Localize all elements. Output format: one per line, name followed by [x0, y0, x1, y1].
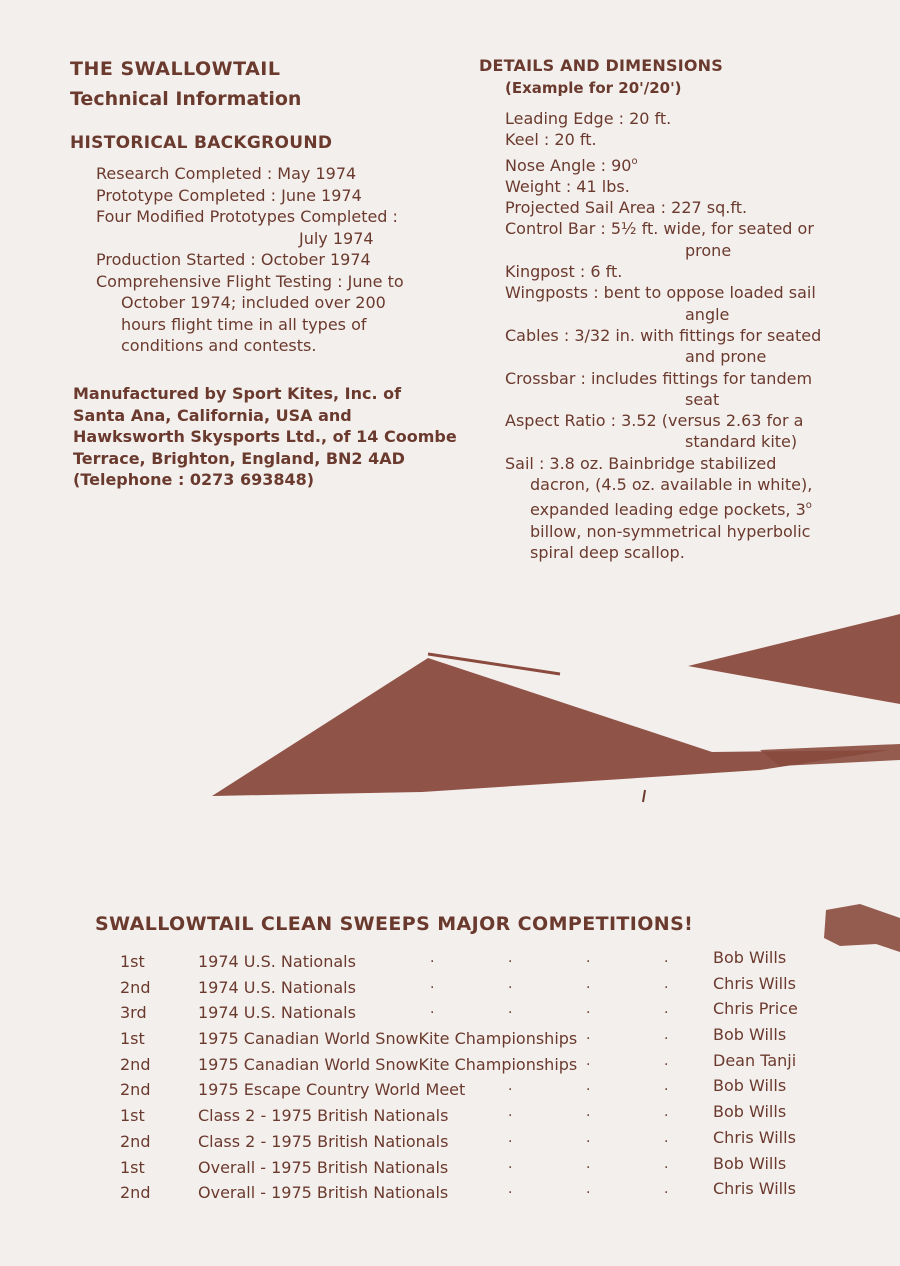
result-place: 2nd: [120, 1183, 151, 1203]
result-place: 3rd: [120, 1003, 147, 1023]
detail-line: Leading Edge : 20 ft.: [505, 109, 672, 128]
hang-glider-photo: [200, 600, 900, 960]
leader-dot: .: [664, 1104, 669, 1121]
result-event: Class 2 - 1975 British Nationals: [198, 1131, 449, 1151]
historical-line: hours flight time in all types of: [121, 314, 367, 334]
degree-superscript: o: [805, 500, 812, 512]
result-place: 2nd: [120, 977, 151, 997]
result-place: 1st: [120, 1029, 145, 1049]
results-table: [120, 948, 840, 1209]
leader-dot: .: [664, 975, 669, 992]
detail-line: Control Bar : 5½ ft. wide, for seated or: [505, 219, 814, 239]
result-place: 2nd: [120, 1131, 151, 1151]
leader-dot: .: [664, 1129, 669, 1146]
detail-line: Weight : 41 lbs.: [505, 176, 630, 196]
result-pilot: Bob Wills: [713, 1153, 787, 1173]
historical-heading: HISTORICAL BACKGROUND: [70, 133, 333, 153]
detail-line: seat: [685, 389, 720, 409]
result-event: Overall - 1975 British Nationals: [198, 1157, 449, 1177]
historical-line: Research Completed : May 1974: [96, 164, 357, 183]
result-place: 1st: [120, 1106, 145, 1126]
glider-keel-tip: [643, 790, 645, 802]
result-event: 1974 U.S. Nationals: [198, 977, 356, 997]
result-pilot: Bob Wills: [713, 948, 787, 967]
leader-dot: .: [508, 1181, 513, 1198]
leader-dot: .: [508, 1104, 513, 1121]
details-heading: DETAILS AND DIMENSIONS: [479, 56, 724, 75]
result-event: 1975 Canadian World SnowKite Championships: [198, 1029, 578, 1049]
detail-line: [505, 151, 885, 176]
leader-dot: .: [664, 1001, 669, 1018]
result-pilot: Bob Wills: [713, 1076, 787, 1096]
result-event: 1975 Escape Country World Meet: [198, 1080, 466, 1100]
result-event: 1974 U.S. Nationals: [198, 1003, 356, 1023]
glider-wing-lower-right: [760, 744, 900, 766]
manufacturer-line: Terrace, Brighton, England, BN2 4AD: [73, 448, 405, 468]
detail-line: Wingposts : bent to oppose loaded sail: [505, 283, 816, 303]
leader-dot: .: [664, 1181, 669, 1198]
result-pilot: Dean Tanji: [713, 1050, 797, 1070]
detail-line: [505, 495, 885, 520]
glider-wing-upper-right: [688, 614, 900, 704]
degree-superscript: o: [631, 155, 638, 167]
leader-dot: .: [586, 1052, 591, 1069]
historical-line: October 1974; included over 200: [121, 293, 386, 312]
page-title: THE SWALLOWTAIL: [70, 58, 281, 80]
result-event: Overall - 1975 British Nationals: [198, 1183, 449, 1203]
result-event: 1975 Canadian World SnowKite Championships: [198, 1054, 578, 1074]
manufacturer-line: Santa Ana, California, USA and: [73, 405, 352, 425]
leader-dot: .: [586, 1001, 591, 1018]
leader-dot: .: [508, 975, 513, 992]
result-pilot: Chris Wills: [713, 1179, 796, 1199]
result-pilot: Chris Price: [713, 999, 798, 1019]
leader-dot: .: [586, 1027, 591, 1044]
leader-dot: .: [586, 1181, 591, 1198]
result-pilot: Chris Wills: [713, 1127, 796, 1147]
detail-line: Kingpost : 6 ft.: [505, 262, 623, 282]
detail-line: Crossbar : includes fittings for tandem: [505, 368, 813, 388]
page-subtitle: Technical Information: [70, 88, 302, 110]
leader-dot: .: [664, 1027, 669, 1044]
manufacturer-line: Manufactured by Sport Kites, Inc. of: [73, 384, 402, 403]
leader-dot: .: [508, 1078, 513, 1095]
leader-dot: .: [664, 1078, 669, 1095]
historical-list: [96, 163, 456, 357]
historical-line: July 1974: [299, 228, 374, 248]
details-example: (Example for 20'/20'): [505, 79, 682, 97]
detail-line: angle: [685, 304, 730, 324]
competitions-heading: SWALLOWTAIL CLEAN SWEEPS MAJOR COMPETITIONS!: [95, 913, 694, 935]
detail-line: Sail : 3.8 oz. Bainbridge stabilized: [505, 453, 777, 473]
result-place: 1st: [120, 952, 145, 971]
detail-line: prone: [685, 240, 732, 260]
detail-line: spiral deep scallop.: [530, 542, 685, 562]
detail-line: Aspect Ratio : 3.52 (versus 2.63 for a: [505, 411, 804, 431]
leader-dot: .: [586, 1155, 591, 1172]
historical-line: Four Modified Prototypes Completed :: [96, 207, 398, 226]
result-pilot: Chris Wills: [713, 973, 796, 993]
leader-dot: .: [586, 975, 591, 992]
detail-line: billow, non-symmetrical hyperbolic: [530, 521, 811, 541]
result-row: [120, 1179, 840, 1209]
historical-line: conditions and contests.: [121, 336, 317, 355]
detail-line: Keel : 20 ft.: [505, 130, 597, 150]
result-place: 2nd: [120, 1080, 151, 1100]
result-place: 1st: [120, 1157, 145, 1177]
result-pilot: Bob Wills: [713, 1025, 787, 1045]
leader-dot: .: [430, 950, 435, 966]
detail-line: Projected Sail Area : 227 sq.ft.: [505, 198, 748, 218]
leader-dot: .: [508, 1155, 513, 1172]
leader-dot: .: [430, 1001, 435, 1018]
historical-line: Prototype Completed : June 1974: [96, 185, 362, 205]
leader-dot: .: [508, 1129, 513, 1146]
historical-line: Comprehensive Flight Testing : June to: [96, 271, 404, 291]
leader-dot: .: [586, 1104, 591, 1121]
manufacturer-line: (Telephone : 0273 693848): [73, 470, 315, 489]
detail-line: Cables : 3/32 in. with fittings for seated: [505, 325, 822, 345]
leader-dot: .: [664, 1155, 669, 1172]
result-place: 2nd: [120, 1054, 151, 1074]
details-list: [505, 108, 885, 563]
detail-line: dacron, (4.5 oz. available in white),: [530, 475, 813, 495]
leader-dot: .: [664, 950, 669, 966]
manufacturer-block: [73, 383, 473, 491]
glider-pilot-silhouette: [824, 904, 900, 952]
detail-sail-billow: expanded leading edge pockets, 3: [530, 500, 806, 520]
leader-dot: .: [430, 975, 435, 992]
detail-nose-angle: Nose Angle : 90: [505, 155, 632, 175]
detail-line: standard kite): [685, 432, 798, 452]
leader-dot: .: [664, 1052, 669, 1069]
manufacturer-line: Hawksworth Skysports Ltd., of 14 Coombe: [73, 427, 457, 446]
result-event: Class 2 - 1975 British Nationals: [198, 1106, 449, 1126]
detail-line: and prone: [685, 347, 767, 367]
leader-dot: .: [508, 950, 513, 966]
result-pilot: Bob Wills: [713, 1102, 787, 1122]
leader-dot: .: [586, 1078, 591, 1095]
result-event: 1974 U.S. Nationals: [198, 952, 356, 971]
leader-dot: .: [508, 1001, 513, 1018]
leader-dot: .: [586, 950, 591, 966]
leader-dot: .: [586, 1129, 591, 1146]
historical-line: Production Started : October 1974: [96, 250, 371, 269]
